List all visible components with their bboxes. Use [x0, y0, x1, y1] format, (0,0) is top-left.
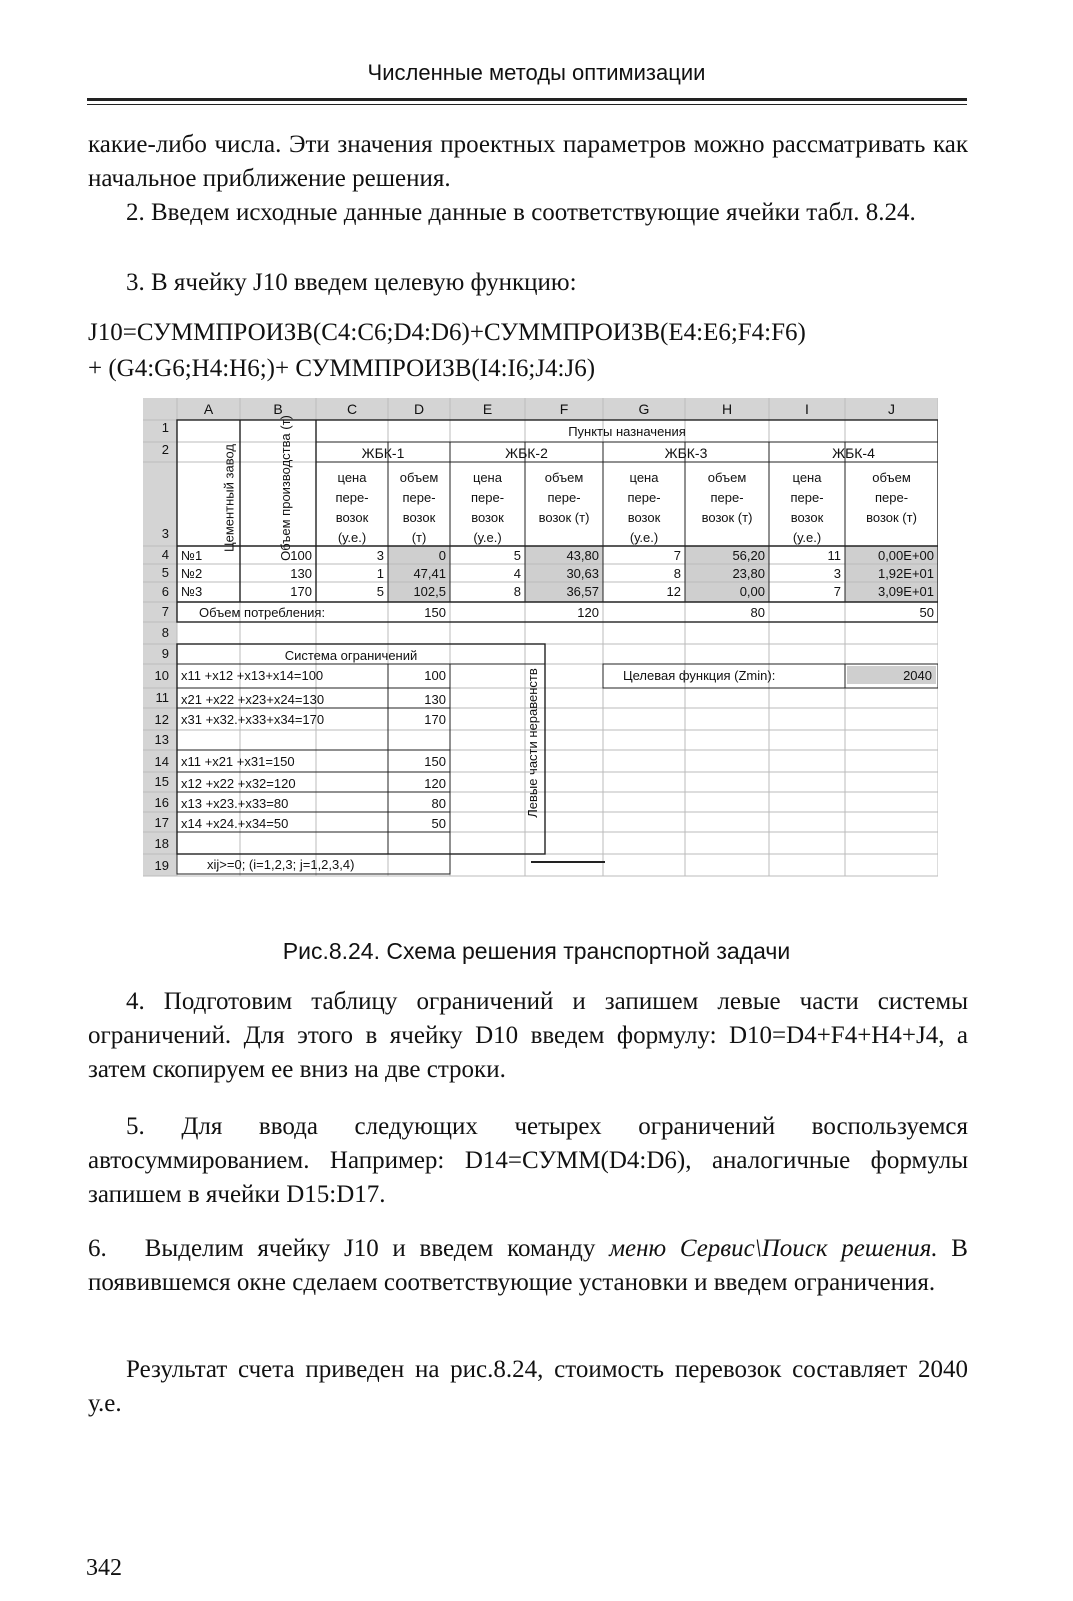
cell-r2-c4: 30,63: [566, 566, 599, 581]
running-header: Численные методы оптимизации: [367, 60, 706, 85]
sub-header-4-line-3: возок (т): [538, 510, 590, 525]
sub-header-1-line-3: возок: [335, 510, 369, 525]
row-number-18: 18: [154, 836, 169, 851]
sub-header-8-line-3: возок (т): [866, 510, 917, 525]
constraint-expr-11: x21 +x22 +x23+x24=130: [181, 692, 325, 707]
sub-header-2-line-3: возок: [402, 510, 436, 525]
sub-header-4-line-1: объем: [544, 470, 584, 485]
paragraph-6-number: 6.: [88, 1235, 107, 1262]
cell-r2-c1: 1: [376, 566, 384, 581]
sub-header-7-line-2: пере-: [790, 490, 824, 505]
consumption-3: 80: [750, 605, 765, 620]
cell-r3-c4: 36,57: [566, 584, 599, 599]
col-letter-B: B: [273, 401, 283, 417]
plant-name-1: №1: [181, 548, 203, 563]
sub-header-5-line-2: пере-: [627, 490, 661, 505]
cell-r1-c1: 3: [376, 548, 384, 563]
col-letter-D: D: [413, 401, 425, 417]
cell-r3-c1: 5: [376, 584, 384, 599]
row-number-5: 5: [161, 565, 169, 580]
paragraph-3: 3. В ячейку J10 введем целевую функцию:: [126, 269, 577, 296]
destination-2: ЖБК-2: [505, 445, 548, 461]
constraint-value-11: 130: [424, 692, 446, 707]
col-b-header: Объем производства (т): [278, 415, 293, 561]
row-number-12: 12: [154, 712, 169, 727]
paragraph-6-text-b: В появившемся окне сделаем соответствующие установки и введем ограничения.: [88, 1235, 968, 1296]
plant-production-3: 170: [290, 584, 312, 599]
nonneg-condition: xij>=0; (i=1,2,3; j=1,2,3,4): [207, 857, 355, 872]
cell-r2-c5: 8: [673, 566, 681, 581]
spreadsheet-figure: [143, 398, 938, 918]
col-letter-J: J: [888, 401, 895, 417]
row-number-7: 7: [161, 604, 169, 619]
sub-header-5-line-3: возок: [627, 510, 661, 525]
row-number-19: 19: [154, 858, 169, 873]
cell-r2-c6: 23,80: [732, 566, 765, 581]
objective-label: Целевая функция (Zmin):: [623, 668, 776, 683]
cell-r1-c6: 56,20: [732, 548, 765, 563]
constraint-expr-10: x11 +x12 +x13+x14=100: [181, 668, 324, 683]
constraint-value-15: 120: [424, 776, 446, 791]
cell-r3-c7: 7: [833, 584, 841, 599]
cell-r2-c2: 47,41: [413, 566, 446, 581]
constraint-expr-12: x31 +x32.+x33+x34=170: [181, 712, 325, 727]
constraint-value-14: 150: [424, 754, 446, 769]
cell-r3-c2: 102,5: [413, 584, 446, 599]
cell-r1-c8: 0,00E+00: [877, 548, 934, 563]
sub-header-7-line-4: (у.е.): [792, 530, 822, 545]
figure-caption: Рис.8.24. Схема решения транспортной задачи: [282, 938, 791, 964]
paragraph-7: Результат счета приведен на рис.8.24, стоимость перевозок составляет 2040 у.е.: [88, 1356, 968, 1417]
cell-r3-c3: 8: [513, 584, 521, 599]
cell-r3-c5: 12: [666, 584, 681, 599]
constraint-expr-16: x13 +x23.+x33=80: [181, 796, 289, 811]
sub-header-2-line-4: (т): [411, 530, 427, 545]
cell-r1-c3: 5: [513, 548, 521, 563]
sub-header-1-line-4: (у.е.): [337, 530, 367, 545]
left-parts-label: Левые части неравенств: [525, 668, 540, 818]
row-number-13: 13: [154, 732, 169, 747]
sub-header-5-line-1: цена: [629, 470, 659, 485]
row-number-6: 6: [161, 584, 169, 599]
sub-header-3-line-4: (у.е.): [473, 530, 502, 545]
cell-r2-c3: 4: [513, 566, 521, 581]
destination-3: ЖБК-3: [664, 445, 708, 461]
destination-1: ЖБК-1: [361, 445, 405, 461]
sub-header-6-line-1: объем: [707, 470, 747, 485]
constraint-expr-17: x14 +x24.+x34=50: [181, 816, 289, 831]
paragraph-6-menu-path: меню Сервис\Поиск решения.: [609, 1235, 938, 1262]
consumption-label: Объем потребления:: [199, 605, 326, 620]
cell-r1-c2: 0: [438, 548, 446, 563]
constraint-value-16: 80: [431, 796, 446, 811]
sub-header-4-line-2: пере-: [547, 490, 581, 505]
paragraph-4: 4. Подготовим таблицу ограничений и запишем левые части системы ограничений. Для этого в ячейку D10 введем формулу: D10=D4+F4+H4+J4, а затем скопируем ее вниз на две строки.: [88, 988, 968, 1083]
sub-header-1-line-2: пере-: [335, 490, 369, 505]
plant-name-3: №3: [181, 584, 203, 599]
sub-header-3-line-3: возок: [471, 510, 504, 525]
cell-r1-c5: 7: [673, 548, 681, 563]
row-number-1: 1: [161, 420, 169, 435]
column-header-band: [143, 398, 938, 420]
row-number-9: 9: [161, 646, 169, 661]
constraint-value-10: 100: [424, 668, 446, 683]
paragraph-6: [88, 1232, 968, 1300]
paragraph-6-text-a: Выделим ячейку J10 и введем команду: [144, 1235, 610, 1262]
col-letter-E: E: [482, 401, 493, 417]
sub-header-5-line-4: (у.е.): [629, 530, 659, 545]
constraint-value-17: 50: [431, 816, 446, 831]
paragraph-5: 5. Для ввода следующих четырех ограничений воспользуемся автосуммированием. Например: D14=СУММ(D4:D6), аналогичные формулы запишем в ячейки D15:D17.: [88, 1113, 968, 1208]
sub-header-6-line-2: пере-: [710, 490, 744, 505]
sub-header-7-line-3: возок: [790, 510, 824, 525]
cell-r2-c7: 3: [833, 566, 841, 581]
col-letter-H: H: [721, 401, 733, 417]
row-number-11: 11: [155, 690, 169, 705]
objective-value: 2040: [903, 668, 932, 683]
header-rule-thick: [87, 98, 967, 101]
destination-4: ЖБК-4: [832, 445, 875, 461]
sub-header-8-line-2: пере-: [874, 490, 909, 505]
col-letter-F: F: [559, 401, 569, 417]
row-number-8: 8: [161, 625, 169, 640]
constraint-value-12: 170: [424, 712, 446, 727]
row-number-16: 16: [154, 795, 169, 810]
sub-header-1-line-1: цена: [337, 470, 367, 485]
col-letter-A: A: [203, 401, 214, 417]
formula-line-1: J10=СУММПРОИЗВ(C4:C6;D4:D6)+СУММПРОИЗВ(E4:E6;F4:F6): [88, 319, 806, 346]
consumption-2: 120: [577, 605, 599, 620]
plant-production-1: 100: [290, 548, 312, 563]
sub-header-6-line-3: возок (т): [701, 510, 753, 525]
row-number-15: 15: [154, 774, 169, 789]
cell-r2-c8: 1,92E+01: [877, 566, 934, 581]
sub-header-7-line-1: цена: [792, 470, 822, 485]
col-letter-I: I: [805, 401, 809, 417]
row-number-3: 3: [161, 526, 169, 541]
paragraph-1: какие-либо числа. Эти значения проектных параметров можно рассматривать как начальное приближение решения.: [88, 131, 968, 192]
sub-header-3-line-1: цена: [473, 470, 502, 485]
row-number-4: 4: [161, 547, 169, 562]
cell-r3-c6: 0,00: [739, 584, 765, 599]
row-number-10: 10: [154, 668, 169, 683]
row-number-14: 14: [154, 754, 169, 769]
constraint-expr-15: x12 +x22 +x32=120: [181, 776, 296, 791]
row-number-2: 2: [161, 442, 169, 457]
paragraph-2: 2. Введем исходные данные данные в соответствующие ячейки табл. 8.24.: [126, 199, 916, 226]
sub-header-2-line-2: пере-: [402, 490, 436, 505]
formula-line-2: + (G4:G6;H4:H6;)+ СУММПРОИЗВ(I4:I6;J4:J6): [88, 355, 596, 382]
consumption-1: 150: [424, 605, 446, 620]
cell-r3-c8: 3,09E+01: [877, 584, 934, 599]
sub-header-2-line-1: объем: [399, 470, 439, 485]
row-number-17: 17: [154, 815, 169, 830]
header-rule-thin: [87, 104, 967, 105]
plant-production-2: 130: [290, 566, 312, 581]
constraint-expr-14: x11 +x21 +x31=150: [181, 754, 295, 769]
cell-r1-c7: 11: [827, 548, 841, 563]
cell-r1-c4: 43,80: [566, 548, 599, 563]
consumption-4: 50: [919, 605, 934, 620]
plant-name-2: №2: [181, 566, 203, 581]
col-letter-G: G: [638, 401, 650, 417]
constraints-title: Система ограничений: [284, 648, 418, 663]
page-number: 342: [86, 1555, 122, 1581]
sub-header-3-line-2: пере-: [470, 490, 505, 505]
col-letter-C: C: [346, 401, 358, 417]
col-a-header: Цементный завод: [221, 443, 237, 553]
sub-header-8-line-1: объем: [872, 470, 911, 485]
destinations-title: Пункты назначения: [568, 424, 686, 439]
